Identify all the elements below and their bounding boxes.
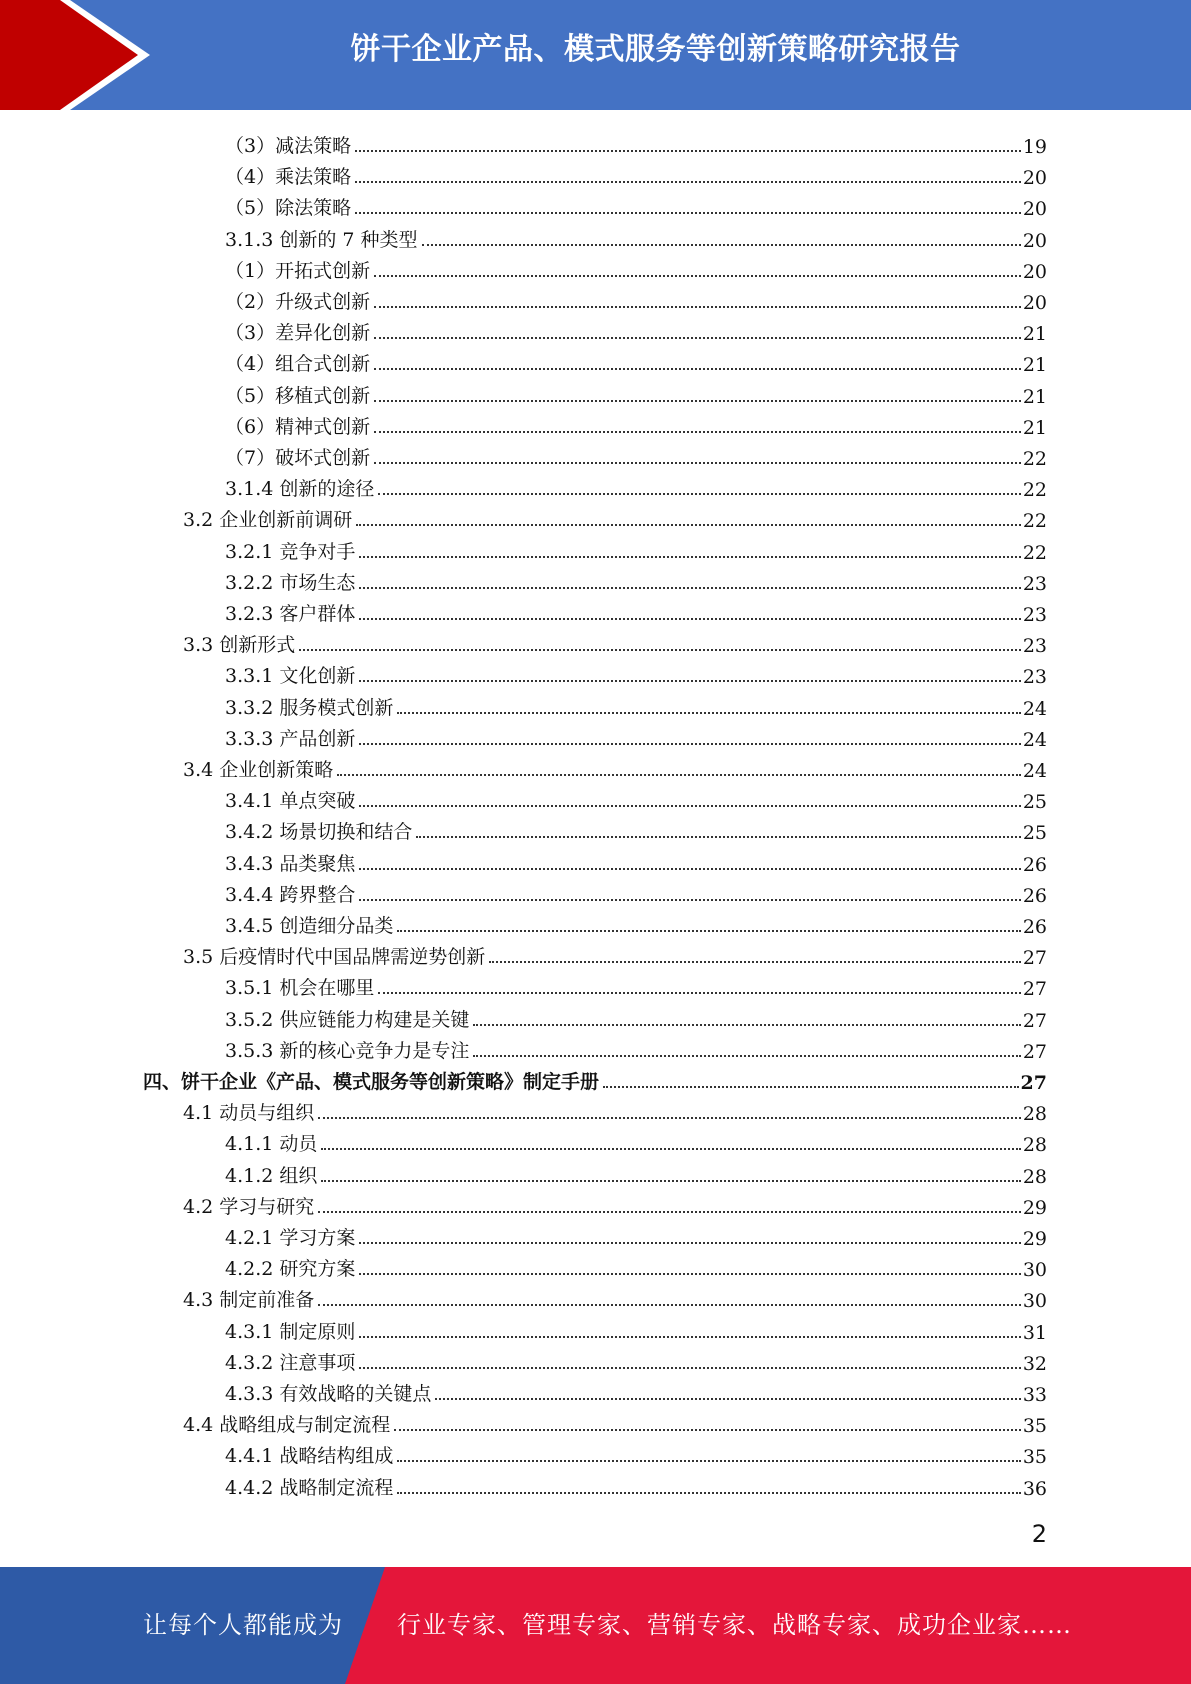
toc-dot-leader bbox=[397, 929, 1020, 932]
toc-entry[interactable] bbox=[225, 439, 1047, 470]
page-header bbox=[0, 0, 1191, 110]
toc-entry-label: （5）除法策略 bbox=[225, 197, 352, 220]
footer-band-slant bbox=[345, 1567, 385, 1684]
toc-dot-leader bbox=[416, 835, 1020, 838]
toc-entry-page: 27 bbox=[1022, 947, 1047, 970]
toc-dot-leader bbox=[359, 1335, 1020, 1338]
toc-entry-page: 28 bbox=[1022, 1134, 1047, 1157]
toc-entry-label: 4.4 战略组成与制定流程 bbox=[183, 1414, 391, 1437]
toc-entry[interactable] bbox=[225, 533, 1047, 564]
toc-dot-leader bbox=[359, 555, 1020, 558]
toc-dot-leader bbox=[374, 274, 1021, 277]
toc-dot-leader bbox=[374, 336, 1021, 339]
toc-entry[interactable] bbox=[225, 1375, 1047, 1406]
toc-entry[interactable] bbox=[225, 1469, 1047, 1500]
toc-entry[interactable] bbox=[225, 1437, 1047, 1468]
toc-entry[interactable] bbox=[225, 189, 1047, 220]
toc-dot-leader bbox=[422, 243, 1021, 246]
toc-entry-label: 3.3.1 文化创新 bbox=[225, 665, 356, 688]
toc-entry-label: 4.3.1 制定原则 bbox=[225, 1320, 356, 1343]
toc-entry[interactable] bbox=[225, 127, 1047, 158]
toc-entry-page: 23 bbox=[1022, 635, 1047, 658]
toc-entry-page: 26 bbox=[1022, 916, 1047, 938]
toc-dot-leader bbox=[355, 180, 1021, 183]
toc-entry[interactable] bbox=[225, 1125, 1047, 1156]
toc-entry-label: 3.2 企业创新前调研 bbox=[183, 509, 353, 532]
toc-dot-leader bbox=[359, 898, 1020, 901]
toc-entry[interactable] bbox=[225, 969, 1047, 1000]
toc-entry-page: 28 bbox=[1022, 1103, 1047, 1126]
toc-entry-label: 4.1 动员与组织 bbox=[183, 1102, 315, 1125]
toc-dot-leader bbox=[378, 492, 1020, 495]
toc-entry[interactable] bbox=[225, 158, 1047, 189]
toc-entry[interactable] bbox=[225, 1032, 1047, 1063]
toc-entry-label: 4.2.1 学习方案 bbox=[225, 1227, 356, 1249]
toc-entry-page: 26 bbox=[1022, 853, 1047, 876]
toc-entry-page: 30 bbox=[1022, 1290, 1047, 1313]
toc-entry-label: （7）破坏式创新 bbox=[225, 447, 371, 469]
toc-dot-leader bbox=[374, 461, 1021, 464]
toc-entry-page: 22 bbox=[1022, 479, 1047, 502]
toc-entry-label: 3.2.2 市场生态 bbox=[225, 571, 356, 594]
toc-entry-page: 24 bbox=[1022, 760, 1047, 782]
toc-entry[interactable] bbox=[225, 845, 1047, 876]
toc-entry-label: 4.3.2 注意事项 bbox=[225, 1351, 356, 1374]
toc-entry-page: 21 bbox=[1022, 416, 1047, 439]
toc-entry-label: 3.4.5 创造细分品类 bbox=[225, 915, 394, 937]
toc-dot-leader bbox=[321, 1147, 1020, 1150]
toc-dot-leader bbox=[359, 1366, 1020, 1369]
toc-dot-leader bbox=[374, 305, 1021, 308]
toc-entry-label: 3.5.2 供应链能力构建是关键 bbox=[225, 1008, 470, 1031]
toc-dot-leader bbox=[473, 1023, 1020, 1026]
footer-slogan-left: 让每个人都能成为 bbox=[143, 1611, 343, 1639]
toc-dot-leader bbox=[318, 1210, 1021, 1213]
toc-entry-label: 3.5 后疫情时代中国品牌需逆势创新 bbox=[183, 946, 486, 969]
toc-entry-label: 4.3 制定前准备 bbox=[183, 1289, 315, 1312]
toc-entry[interactable] bbox=[225, 1219, 1047, 1250]
toc-entry-label: 4.1.1 动员 bbox=[225, 1133, 318, 1156]
toc-entry-label: （3）差异化创新 bbox=[225, 322, 371, 345]
toc-entry-page: 25 bbox=[1022, 791, 1047, 814]
toc-dot-leader bbox=[397, 711, 1020, 714]
toc-entry-page: 26 bbox=[1022, 884, 1047, 907]
toc-entry-label: （2）升级式创新 bbox=[225, 291, 371, 313]
toc-dot-leader bbox=[359, 804, 1020, 807]
toc-entry-page: 36 bbox=[1022, 1477, 1047, 1500]
toc-entry-page: 25 bbox=[1022, 822, 1047, 845]
toc-entry-label: 3.4.4 跨界整合 bbox=[225, 883, 356, 906]
toc-entry-label: 3.4.1 单点突破 bbox=[225, 790, 356, 813]
toc-entry[interactable] bbox=[183, 1406, 1047, 1437]
toc-entry-label: 四、饼干企业《产品、模式服务等创新策略》制定手册 bbox=[143, 1071, 600, 1093]
toc-entry-label: 4.3.3 有效战略的关键点 bbox=[225, 1383, 432, 1405]
toc-entry[interactable] bbox=[225, 252, 1047, 283]
toc-entry-page: 22 bbox=[1022, 448, 1047, 470]
page-number: 2 bbox=[1031, 1520, 1047, 1548]
toc-entry[interactable] bbox=[225, 470, 1047, 501]
toc-entry[interactable] bbox=[225, 1344, 1047, 1375]
toc-entry-page: 21 bbox=[1022, 385, 1047, 408]
toc-entry-page: 19 bbox=[1022, 136, 1047, 158]
toc-entry[interactable] bbox=[225, 782, 1047, 813]
toc-entry-label: （4）乘法策略 bbox=[225, 166, 352, 189]
toc-entry-label: （1）开拓式创新 bbox=[225, 259, 371, 282]
toc-dot-leader bbox=[378, 991, 1020, 994]
toc-entry-page: 35 bbox=[1022, 1446, 1047, 1469]
toc-dot-leader bbox=[318, 1116, 1021, 1119]
toc-dot-leader bbox=[374, 399, 1021, 402]
toc-dot-leader bbox=[397, 1459, 1020, 1462]
toc-dot-leader bbox=[355, 149, 1021, 152]
toc-entry-page: 30 bbox=[1022, 1259, 1047, 1282]
toc-dot-leader bbox=[299, 648, 1021, 651]
toc-entry[interactable] bbox=[183, 751, 1047, 782]
toc-entry-page: 29 bbox=[1022, 1228, 1047, 1250]
toc-entry-page: 35 bbox=[1022, 1415, 1047, 1438]
toc-dot-leader bbox=[359, 617, 1020, 620]
toc-entry-page: 31 bbox=[1022, 1321, 1047, 1344]
report-title: 饼干企业产品、模式服务等创新策略研究报告 bbox=[350, 32, 961, 67]
toc-entry[interactable] bbox=[225, 689, 1047, 720]
toc-dot-leader bbox=[359, 586, 1020, 589]
toc-entry-label: 3.5.1 机会在哪里 bbox=[225, 977, 375, 1000]
toc-dot-leader bbox=[603, 1085, 1019, 1088]
toc-entry-label: 3.3.3 产品创新 bbox=[225, 727, 356, 750]
toc-entry-label: （5）移植式创新 bbox=[225, 384, 371, 407]
toc-dot-leader bbox=[374, 367, 1021, 370]
toc-entry-label: 3.2.1 竞争对手 bbox=[225, 540, 356, 563]
toc-entry-label: 3.4.2 场景切换和结合 bbox=[225, 821, 413, 844]
toc-entry-page: 21 bbox=[1022, 354, 1047, 377]
toc-entry-label: 4.2.2 研究方案 bbox=[225, 1258, 356, 1281]
toc-dot-leader bbox=[355, 211, 1021, 214]
toc-entry-label: 3.3 创新形式 bbox=[183, 634, 296, 657]
toc-dot-leader bbox=[394, 1428, 1021, 1431]
toc-dot-leader bbox=[397, 1491, 1020, 1494]
toc-entry[interactable] bbox=[225, 221, 1047, 252]
toc-entry[interactable] bbox=[225, 377, 1047, 408]
toc-entry[interactable] bbox=[183, 1188, 1047, 1219]
toc-entry-label: 3.1.3 创新的 7 种类型 bbox=[225, 228, 418, 251]
chevron-logo bbox=[0, 0, 160, 110]
toc-entry-page: 20 bbox=[1022, 260, 1047, 283]
toc-entry[interactable] bbox=[225, 907, 1047, 938]
toc-entry[interactable] bbox=[225, 345, 1047, 376]
toc-entry-page: 27 bbox=[1022, 1040, 1047, 1063]
toc-dot-leader bbox=[321, 1179, 1020, 1182]
toc-entry[interactable] bbox=[183, 626, 1047, 657]
toc-entry-page: 28 bbox=[1022, 1165, 1047, 1188]
toc-entry[interactable] bbox=[225, 408, 1047, 439]
toc-entry-label: 4.4.1 战略结构组成 bbox=[225, 1445, 394, 1468]
toc-entry-label: 3.1.4 创新的途径 bbox=[225, 478, 375, 501]
toc-entry-page: 20 bbox=[1022, 292, 1047, 314]
toc-entry[interactable] bbox=[143, 1063, 1047, 1094]
toc-entry[interactable] bbox=[225, 1157, 1047, 1188]
toc-entry-page: 24 bbox=[1022, 728, 1047, 751]
toc-dot-leader bbox=[318, 1303, 1021, 1306]
toc-entry[interactable] bbox=[225, 657, 1047, 688]
toc-entry-page: 32 bbox=[1022, 1352, 1047, 1375]
toc-entry[interactable] bbox=[225, 1250, 1047, 1281]
toc-entry-label: （6）精神式创新 bbox=[225, 415, 371, 438]
toc-entry[interactable] bbox=[183, 938, 1047, 969]
toc-entry[interactable] bbox=[183, 1281, 1047, 1312]
toc-dot-leader bbox=[356, 523, 1021, 526]
toc-entry[interactable] bbox=[225, 876, 1047, 907]
toc-entry-page: 23 bbox=[1022, 604, 1047, 626]
toc-entry-label: 4.4.2 战略制定流程 bbox=[225, 1476, 394, 1499]
toc-entry-page: 33 bbox=[1022, 1384, 1047, 1406]
toc-entry-label: 3.5.3 新的核心竞争力是专注 bbox=[225, 1039, 470, 1062]
toc-entry-page: 23 bbox=[1022, 572, 1047, 595]
toc-entry-label: 3.4 企业创新策略 bbox=[183, 759, 334, 781]
page-footer bbox=[0, 1567, 1191, 1684]
toc-dot-leader bbox=[359, 867, 1020, 870]
toc-entry-page: 20 bbox=[1022, 167, 1047, 190]
toc-entry[interactable] bbox=[225, 813, 1047, 844]
toc-entry[interactable] bbox=[225, 595, 1047, 626]
toc-dot-leader bbox=[473, 1054, 1020, 1057]
toc-entry[interactable] bbox=[225, 720, 1047, 751]
toc-dot-leader bbox=[337, 773, 1021, 776]
toc-dot-leader bbox=[359, 742, 1020, 745]
toc-entry-page: 20 bbox=[1022, 198, 1047, 221]
footer-slogan-right: 行业专家、管理专家、营销专家、战略专家、成功企业家…… bbox=[397, 1611, 1072, 1639]
toc-entry-label: 4.1.2 组织 bbox=[225, 1164, 318, 1187]
toc-entry[interactable] bbox=[225, 564, 1047, 595]
toc-entry-label: （4）组合式创新 bbox=[225, 353, 371, 376]
toc-entry-label: 4.2 学习与研究 bbox=[183, 1195, 315, 1218]
toc-dot-leader bbox=[359, 679, 1020, 682]
toc-entry-page: 29 bbox=[1022, 1196, 1047, 1219]
toc-entry-page: 27 bbox=[1022, 1009, 1047, 1032]
toc-entry-page: 27 bbox=[1020, 1072, 1047, 1094]
toc-entry[interactable] bbox=[225, 1001, 1047, 1032]
toc-entry-page: 20 bbox=[1022, 229, 1047, 252]
toc-entry[interactable] bbox=[225, 314, 1047, 345]
toc-entry-page: 21 bbox=[1022, 323, 1047, 346]
toc-entry-page: 22 bbox=[1022, 541, 1047, 564]
toc-entry[interactable] bbox=[183, 1094, 1047, 1125]
toc-entry[interactable] bbox=[225, 283, 1047, 314]
toc-entry[interactable] bbox=[183, 501, 1047, 532]
toc-entry[interactable] bbox=[225, 1313, 1047, 1344]
toc-entry-page: 24 bbox=[1022, 697, 1047, 720]
toc-entry-page: 23 bbox=[1022, 666, 1047, 689]
toc-entry-page: 22 bbox=[1022, 510, 1047, 533]
toc-dot-leader bbox=[489, 960, 1021, 963]
toc-dot-leader bbox=[359, 1241, 1020, 1244]
toc-dot-leader bbox=[374, 430, 1021, 433]
toc-entry-page: 27 bbox=[1022, 978, 1047, 1001]
toc-entry-label: 3.4.3 品类聚焦 bbox=[225, 852, 356, 875]
toc-dot-leader bbox=[359, 1272, 1020, 1275]
toc-dot-leader bbox=[435, 1397, 1020, 1400]
toc-entry-label: 3.3.2 服务模式创新 bbox=[225, 696, 394, 719]
toc-entry-label: 3.2.3 客户群体 bbox=[225, 603, 356, 625]
toc-entry-label: （3）减法策略 bbox=[225, 135, 352, 157]
